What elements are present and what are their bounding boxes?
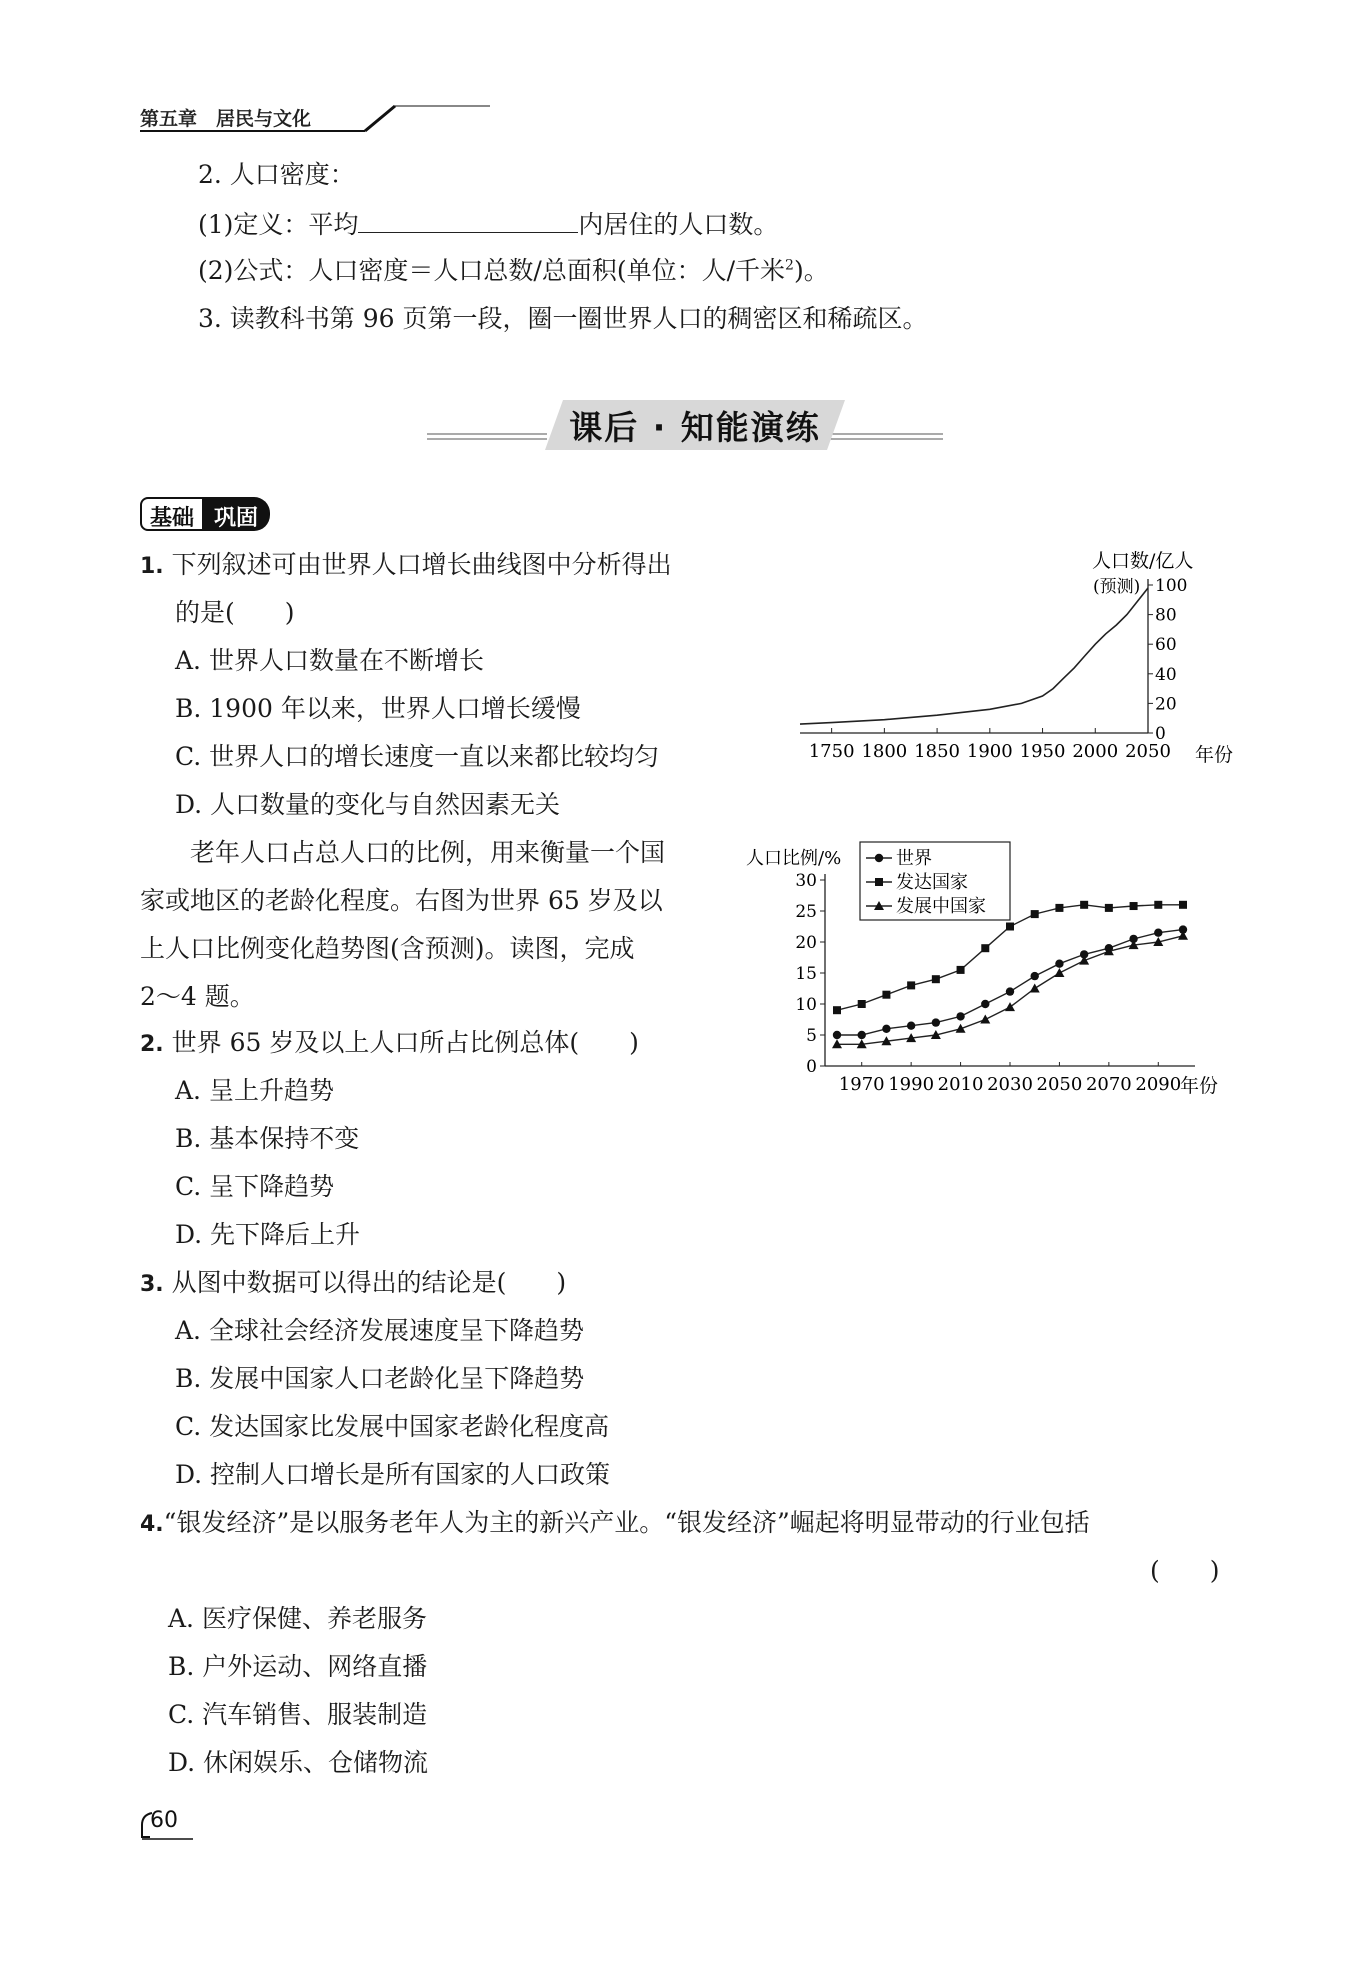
q4-stem [140, 1508, 1090, 1538]
chart2-point-circle [882, 1025, 890, 1033]
q2-formula-text: (2)公式：人口密度＝人口总数/总面积(单位：人/千米 [198, 256, 786, 285]
chart2-point-triangle [1054, 968, 1064, 977]
passage-line-4: 2～4 题。 [140, 982, 255, 1011]
chart2-point-circle [833, 1031, 841, 1039]
chart2-point-square [858, 1000, 866, 1008]
population-growth-chart [790, 545, 1250, 775]
q2-number: 2. [140, 1032, 164, 1057]
chart2-point-triangle [1030, 984, 1040, 993]
chart2-legend-label: 发展中国家 [896, 896, 986, 917]
q3-option-b[interactable]: B. 发展中国家人口老龄化呈下降趋势 [175, 1364, 585, 1393]
q1-stem-line1: 下列叙述可由世界人口增长曲线图中分析得出 [171, 550, 672, 579]
chart1-x-tick-label: 1950 [1019, 741, 1066, 762]
q1-stem-line2: 的是( ) [175, 598, 295, 627]
q2-stem-text: 世界 65 岁及以上人口所占比例总体( ) [171, 1028, 639, 1057]
q2-option-d[interactable]: D. 先下降后上升 [175, 1220, 361, 1249]
chart2-ylabel: 人口比例/% [746, 848, 842, 869]
chart2-x-tick-label: 1970 [838, 1074, 885, 1095]
q4-answer-paren[interactable]: ( ) [1150, 1556, 1220, 1585]
chart2-x-tick-label: 2010 [937, 1074, 984, 1095]
chapter-header: 第五章 居民与文化 [140, 108, 312, 130]
q3-read-textbook: 3. 读教科书第 96 页第一段，圈一圈世界人口的稠密区和稀疏区。 [198, 304, 928, 333]
chart2-point-triangle [956, 1024, 966, 1033]
chart2-point-circle [907, 1022, 915, 1030]
passage-line-3: 上人口比例变化趋势图(含预测)。读图，完成 [140, 934, 635, 963]
badge-left: 基础 [140, 497, 204, 531]
q3-option-d[interactable]: D. 控制人口增长是所有国家的人口政策 [175, 1460, 611, 1489]
q3-stem-text: 从图中数据可以得出的结论是( ) [171, 1268, 567, 1297]
chart2-legend-label: 世界 [896, 848, 932, 869]
q2-formula-end: )。 [793, 256, 829, 285]
chart2-legend-label: 发达国家 [896, 872, 968, 893]
chart2-x-tick-label: 2090 [1135, 1074, 1182, 1095]
chart2-x-tick-label: 2050 [1036, 1074, 1083, 1095]
q1-option-a[interactable]: A. 世界人口数量在不断增长 [175, 646, 484, 675]
chart2-y-tick-label: 0 [806, 1057, 817, 1077]
chart2-legend [860, 842, 1010, 920]
header-rule [140, 100, 500, 136]
chart2-point-circle [1154, 929, 1162, 937]
chart2-point-circle [932, 1018, 940, 1026]
passage-line-1: 老年人口占总人口的比例，用来衡量一个国 [140, 838, 666, 867]
fill-blank[interactable] [358, 208, 578, 233]
section-title [545, 400, 845, 450]
chart2-point-square [1031, 910, 1039, 918]
chart1-y-tick-label: 60 [1155, 635, 1177, 656]
chart2-point-circle [1055, 960, 1063, 968]
chart2-point-square [1179, 901, 1187, 909]
aging-ratio-chart [740, 840, 1250, 1100]
q3-option-a[interactable]: A. 全球社会经济发展速度呈下降趋势 [175, 1316, 584, 1345]
chart1-x-tick-label: 1800 [861, 741, 908, 762]
chart1-ylabel: 人口数/亿人 [1092, 550, 1194, 572]
q1-option-d[interactable]: D. 人口数量的变化与自然因素无关 [175, 790, 561, 819]
chart2-point-square [1154, 901, 1162, 909]
q2-option-a[interactable]: A. 呈上升趋势 [175, 1076, 334, 1105]
chart2-point-triangle [1079, 956, 1089, 965]
chart2-point-square [981, 944, 989, 952]
chart1-y-tick-label: 100 [1155, 576, 1188, 596]
chart2-point-square [932, 975, 940, 983]
q1-option-c[interactable]: C. 世界人口的增长速度一直以来都比较均匀 [175, 742, 660, 771]
chart1-ylabel-note: (预测) [1093, 577, 1141, 597]
chart2-y-tick-label: 25 [795, 902, 817, 922]
chart1-x-tick-label: 1900 [966, 741, 1013, 762]
chart2-y-tick-label: 20 [795, 933, 817, 953]
chart1-y-tick-label: 80 [1155, 605, 1177, 626]
chart2-point-triangle [980, 1015, 990, 1024]
q2-option-b[interactable]: B. 基本保持不变 [175, 1124, 360, 1153]
q2-definition-suffix: 内居住的人口数。 [578, 210, 779, 239]
chart2-point-square [1105, 904, 1113, 912]
chart2-point-circle [875, 854, 883, 862]
q2-formula [198, 256, 829, 286]
badge-right: 巩固 [204, 497, 270, 531]
chart2-point-circle [956, 1012, 964, 1020]
passage-line-2: 家或地区的老龄化程度。右图为世界 65 岁及以 [140, 886, 663, 915]
q4-option-a[interactable]: A. 医疗保健、养老服务 [168, 1604, 427, 1633]
chart2-y-tick-label: 15 [795, 964, 817, 984]
chart1-y-tick-label: 20 [1155, 694, 1177, 715]
chart2-point-triangle [1005, 1002, 1015, 1011]
chart2-point-square [907, 981, 915, 989]
q1-stem [140, 550, 672, 580]
chart1-y-tick-label: 40 [1155, 664, 1177, 685]
chart1-x-tick-label: 2050 [1125, 741, 1171, 762]
chart2-x-tick-label: 2030 [987, 1074, 1033, 1095]
chart2-x-tick-label: 1990 [888, 1074, 935, 1095]
chart2-point-square [875, 878, 883, 886]
chart2-point-circle [1006, 987, 1014, 995]
chart1-y-tick-label: 0 [1155, 724, 1166, 744]
q2-stem [140, 1028, 639, 1058]
chart2-point-square [1080, 901, 1088, 909]
chart2-point-circle [981, 1000, 989, 1008]
q4-option-b[interactable]: B. 户外运动、网络直播 [168, 1652, 428, 1681]
chart2-point-circle [858, 1031, 866, 1039]
q3-number: 3. [140, 1272, 164, 1297]
chart2-point-circle [1031, 972, 1039, 980]
chart1-population-line [800, 588, 1148, 724]
chart1-xlabel: 年份 [1195, 744, 1234, 766]
chart2-point-square [833, 1006, 841, 1014]
chart2-point-square [1055, 904, 1063, 912]
q4-option-c[interactable]: C. 汽车销售、服装制造 [168, 1700, 428, 1729]
chart1-x-tick-label: 1850 [914, 741, 960, 762]
q2-definition-prefix: (1)定义：平均 [198, 210, 359, 239]
q4-option-d[interactable]: D. 休闲娱乐、仓储物流 [168, 1748, 429, 1777]
chart1-x-tick-label: 1750 [808, 741, 855, 762]
q2-density-title: 2. 人口密度： [198, 160, 355, 189]
chart2-point-triangle [1178, 931, 1188, 940]
q2-definition [198, 208, 778, 240]
chart2-y-tick-label: 5 [806, 1026, 817, 1046]
chart2-xlabel: 年份 [1180, 1075, 1219, 1097]
chart2-point-square [957, 966, 965, 974]
chart2-point-square [1006, 923, 1014, 931]
chart2-y-tick-label: 10 [795, 995, 817, 1015]
level-badge [140, 497, 270, 531]
chart2-y-tick-label: 30 [795, 871, 817, 891]
page-number: 60 [150, 1808, 178, 1833]
q3-stem [140, 1268, 566, 1298]
section-title-text: 课后 · 知能演练 [569, 407, 821, 447]
chart2-point-square [1130, 902, 1138, 910]
q2-formula-sup: 2 [785, 257, 794, 274]
chart2-x-tick-label: 2070 [1085, 1074, 1132, 1095]
q1-number: 1. [140, 554, 164, 579]
chart1-x-tick-label: 2000 [1072, 741, 1119, 762]
q2-option-c[interactable]: C. 呈下降趋势 [175, 1172, 335, 1201]
q4-stem-text: “银发经济”是以服务老年人为主的新兴产业。“银发经济”崛起将明显带动的行业包括 [163, 1508, 1090, 1537]
chart2-point-square [882, 991, 890, 999]
q1-option-b[interactable]: B. 1900 年以来，世界人口增长缓慢 [175, 694, 581, 723]
q3-option-c[interactable]: C. 发达国家比发展中国家老龄化程度高 [175, 1412, 610, 1441]
q4-number: 4. [140, 1512, 164, 1537]
